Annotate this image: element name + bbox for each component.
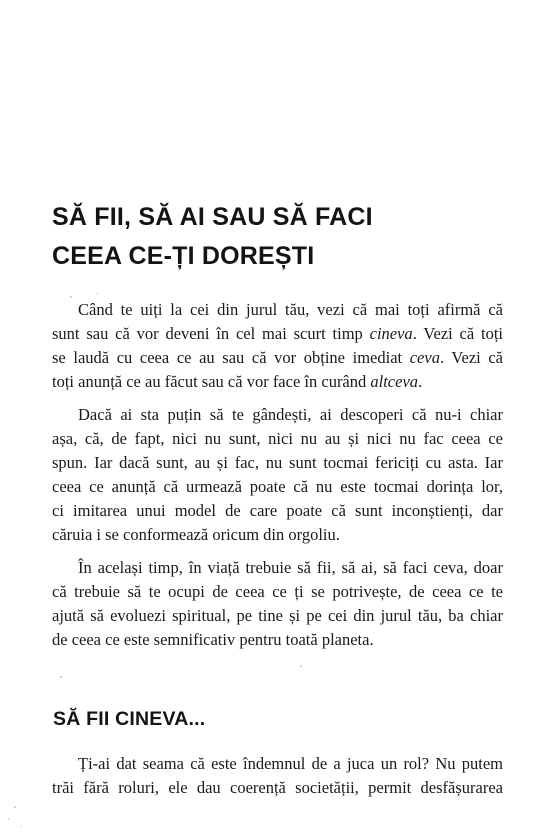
text-run: se laudă cu ceea ce au sau că vor obține imediat [52, 348, 410, 367]
chapter-title-line-2: CEEA CE-ȚI DOREȘTI [52, 242, 315, 270]
italic-word: cineva [369, 324, 413, 343]
paragraph-2-line-4: ceea ce anunță că urmează poate că nu este tocmai dorința lor, [52, 477, 503, 496]
paragraph-4-line-1: Ți-ai dat seama că este îndemnul de a juca un rol? Nu putem [78, 754, 503, 773]
text-run: . Vezi că toți [412, 324, 503, 343]
scan-speck [20, 826, 22, 827]
chapter-title-line-1: SĂ FII, SĂ AI SAU SĂ FACI [52, 203, 373, 231]
scan-speck [96, 293, 98, 294]
section-title: SĂ FII CINEVA... [53, 708, 206, 730]
scan-speck [300, 665, 302, 667]
scan-speck [70, 296, 72, 298]
paragraph-2-line-5: ci imitarea unui model de care poate că sunt inconștienți, dar [52, 501, 503, 520]
paragraph-3-line-4: de ceea ce este semnificativ pentru toată planeta. [52, 630, 374, 649]
paragraph-2-line-1: Dacă ai sta puțin să te gândești, ai descoperi că nu-i chiar [78, 405, 503, 424]
paragraph-1-line-1: Când te uiți la cei din jurul tău, vezi că mai toți afirmă că [78, 300, 503, 319]
paragraph-3-line-1: În același timp, în viață trebuie să fii, să ai, să faci ceva, doar [78, 558, 503, 577]
text-run: toți anunță ce au făcut sau că vor face în curând [52, 372, 371, 391]
text-run: . Vezi că [439, 348, 503, 367]
paragraph-2-line-6: căruia i se conformează oricum din orgoliu. [52, 525, 340, 544]
paragraph-3-line-3: ajută să evoluezi spiritual, pe tine și pe cei din jurul tău, ba chiar [52, 606, 503, 625]
paragraph-1-line-3 [52, 346, 503, 370]
chapter-title [52, 198, 512, 276]
scan-speck [8, 818, 9, 820]
paragraph-4-line-2: trăi fără roluri, ele dau coerență societății, permit desfășurarea [52, 778, 503, 797]
paragraph-2-line-3: spun. Iar dacă sunt, au și fac, nu sunt tocmai fericiți cu asta. Iar [52, 453, 503, 472]
italic-word: ceva [409, 348, 440, 367]
text-run: sunt sau că vor deveni în cel mai scurt timp [52, 324, 370, 343]
paragraph-3-line-2: că trebuie să te ocupi de ceea ce ți se potrivește, de ceea ce te [52, 582, 503, 601]
paragraph-2-line-2: așa, că, de fapt, nici nu sunt, nici nu au și nici nu fac ceea ce [52, 429, 503, 448]
scan-speck [14, 806, 16, 808]
paragraph-1-line-2 [52, 322, 503, 346]
text-run: . [418, 372, 423, 391]
paragraph-1-line-4 [52, 370, 422, 394]
scan-speck [60, 676, 62, 678]
italic-word: altceva [370, 372, 419, 391]
